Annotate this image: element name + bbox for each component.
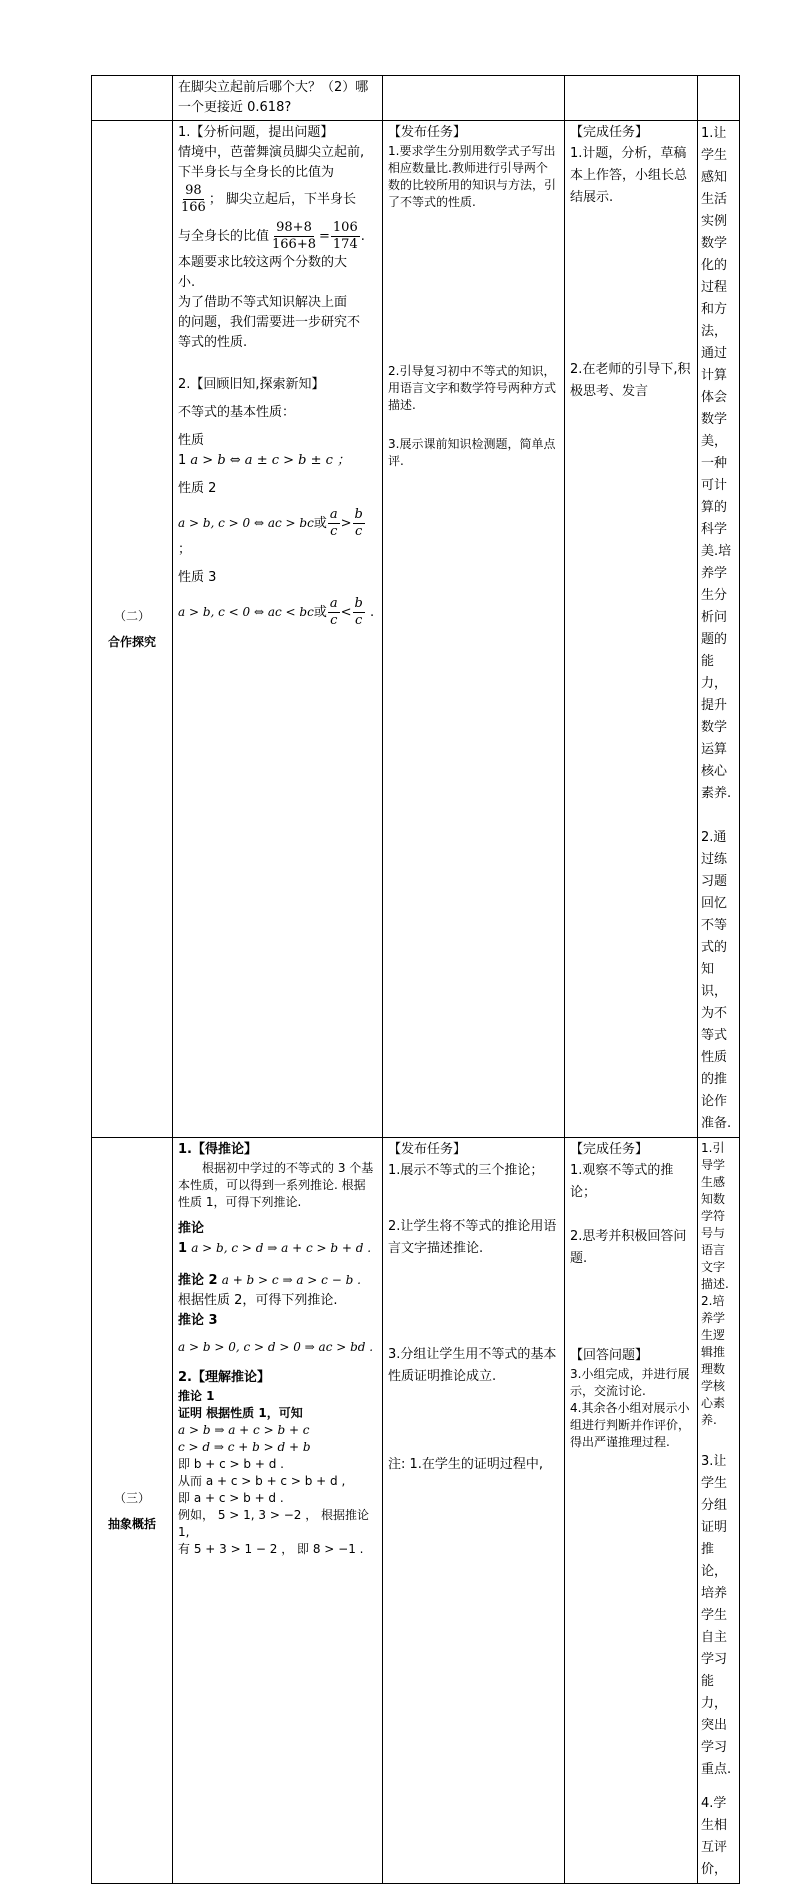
content-cell	[173, 1138, 383, 1884]
text-block: 3.展示课前知识检测题，简单点评.	[388, 437, 556, 468]
corollary-2: 推论 2 a + b > c ⇒ a > c − b .	[178, 1273, 361, 1288]
corollary-1: 推论 1 a > b, c > d ⇒ a + c > b + d .	[178, 1221, 372, 1256]
section-heading: 2.【理解推论】	[178, 1370, 270, 1385]
stage-number: （三）	[113, 1490, 150, 1505]
content-cell-top	[173, 76, 383, 121]
text-line: 一个更接近 0.618?	[178, 100, 292, 115]
stage-cell-top	[92, 76, 173, 121]
text-line: 情境中，芭蕾舞演员脚尖立起前,	[178, 145, 365, 160]
text-block: 3.小组完成，并进行展示，交流讨论.	[570, 1367, 690, 1398]
stage-number: （二）	[113, 609, 150, 623]
text-block: 1.观察不等式的推论；	[570, 1163, 674, 1200]
text-line: 等式的性质.	[178, 335, 248, 350]
property-1: 性质 1 a > b ⇔ a ± c > b ± c ；	[178, 433, 351, 468]
text-line: 在脚尖立起前后哪个大？（2）哪	[178, 80, 369, 95]
text-block: 4.学生相互评价，	[701, 1796, 728, 1877]
text-block: 1.引导学生感知数学符号与语言文字描述.	[701, 1141, 729, 1291]
example-line: 例如， 5 > 1, 3 > −2 ， 根据推论 1,	[178, 1508, 370, 1539]
fraction: $\frac{106}{174}$	[332, 220, 358, 252]
corollary-3-label: 推论 3	[178, 1313, 218, 1328]
property-2-formula: a > b, c > 0 ⇔ ac > bc或 $\frac{a}{c}$ > $\frac{b}{c}$ ；	[178, 507, 363, 557]
text-block: 2.通过练习题回忆不等式的知识，为不等式性质的推论作准备.	[701, 830, 732, 1131]
text-block: 注: 1.在学生的证明过程中,	[388, 1457, 544, 1472]
proof-line: 即 a + c > b + d .	[178, 1491, 284, 1505]
text-line: 不等式的基本性质：	[178, 405, 296, 420]
example-line: 有 5 + 3 > 1 − 2 ， 即 8 > −1 .	[178, 1542, 364, 1556]
fraction: $\frac{b}{c}$	[354, 507, 363, 539]
corollary-3-formula: a > b > 0, c > d > 0 ⇒ ac > bd .	[178, 1340, 374, 1354]
table-row-abstract-summary	[92, 1138, 740, 1884]
property-3-formula: a > b, c < 0 ⇔ ac < bc或 $\frac{a}{c}$ < $\frac{b}{c}$ .	[178, 596, 375, 628]
text-block: 1.让学生感知生活实例数学化的过程和方法，通过计算体会数学美，一种可计算的科学美.培养学生分析问题的能力，提升数学运算核心素养.	[701, 126, 732, 801]
fraction-line: $\frac{98}{166}$ ； 脚尖立起后，下半身长	[181, 183, 356, 215]
text-line: 下半身长与全身长的比值为	[178, 165, 335, 180]
teacher-activity-cell	[383, 1138, 565, 1884]
text-line: 为了借助不等式知识解决上面	[178, 295, 348, 310]
property-2-label: 性质 2	[178, 481, 217, 496]
student-activity-cell	[565, 1138, 698, 1884]
text-block: 2.培养学生逻辑推理数学核心素养.	[701, 1294, 726, 1427]
stage-name: 抽象概括	[107, 1516, 156, 1531]
content-cell	[173, 121, 383, 1138]
fraction: $\frac{98}{166}$	[181, 183, 206, 215]
property-3-label: 性质 3	[178, 570, 217, 585]
section-heading: 2.【回顾旧知,探索新知】	[178, 377, 325, 392]
section-heading: 1.【分析问题，提出问题】	[178, 125, 334, 140]
lesson-plan-table	[91, 75, 740, 1884]
text-block: 2.引导复习初中不等式的知识，用语言文字和数学符号两种方式描述.	[388, 364, 557, 412]
text-block: 1.计题，分析，草稿本上作答，小组长总结展示.	[570, 146, 688, 205]
text-block: 2.思考并积极回答问题.	[570, 1229, 687, 1266]
fraction: $\frac{a}{c}$	[329, 596, 338, 628]
purpose-cell-top	[698, 76, 740, 121]
teacher-cell-top	[383, 76, 565, 121]
fraction: $\frac{98+8}{166+8}$	[272, 220, 316, 252]
fraction: $\frac{b}{c}$	[354, 596, 363, 628]
text-line: 根据性质 2，可得下列推论.	[178, 1293, 338, 1308]
text-block: 3.分组让学生用不等式的基本性质证明推论成立.	[388, 1347, 557, 1384]
section-heading: 【完成任务】	[570, 125, 649, 140]
stage-name: 合作探究	[107, 635, 156, 649]
section-heading: 【完成任务】	[570, 1142, 649, 1157]
text-block: 1.要求学生分别用数学式子写出相应数量比.教师进行引导两个数的比较所用的知识与方法，引了不等式的性质.	[388, 144, 557, 209]
fraction: $\frac{a}{c}$	[329, 507, 338, 539]
text-line: 小.	[178, 275, 196, 290]
text-block: 根据初中学过的不等式的 3 个基本性质，可以得到一系列推论. 根据性质 1，可得下列推论.	[178, 1161, 374, 1209]
design-purpose-cell	[698, 121, 740, 1138]
text-line: 推论 1	[178, 1389, 215, 1403]
text-block: 2.在老师的引导下,积极思考、发言	[570, 362, 691, 399]
section-heading: 【回答问题】	[570, 1348, 649, 1363]
proof-line: 即 b + c > b + d .	[178, 1457, 284, 1471]
proof-line: a > b ⇒ a + c > b + c	[178, 1423, 310, 1437]
teacher-activity-cell	[383, 121, 565, 1138]
text-block: 4.其余各小组对展示小组进行判断并作评价，得出严谨推理过程.	[570, 1401, 691, 1449]
section-heading: 【发布任务】	[388, 125, 467, 140]
section-heading: 【发布任务】	[388, 1142, 467, 1157]
student-cell-top	[565, 76, 698, 121]
text-block: 3.让学生分组证明推论，培养学生自主学习能力，突出学习重点.	[701, 1454, 732, 1777]
fraction-line: 与全身长的比值 $\frac{98+8}{166+8}$ = $\frac{106}{174}$ .	[178, 220, 365, 252]
design-purpose-cell	[698, 1138, 740, 1884]
stage-cell	[92, 121, 173, 1138]
text-block: 1.展示不等式的三个推论；	[388, 1163, 544, 1178]
proof-line: 从而 a + c > b + c > b + d ,	[178, 1474, 346, 1488]
table-row-cooperative-inquiry	[92, 121, 740, 1138]
text-line: 本题要求比较这两个分数的大	[178, 255, 348, 270]
proof-line: c > d ⇒ c + b > d + b	[178, 1440, 311, 1454]
section-heading: 1.【得推论】	[178, 1142, 257, 1157]
text-line: 的问题，我们需要进一步研究不	[178, 315, 361, 330]
text-block: 2.让学生将不等式的推论用语言文字描述推论.	[388, 1219, 557, 1256]
student-activity-cell	[565, 121, 698, 1138]
table-row-top	[92, 76, 740, 121]
stage-cell	[92, 1138, 173, 1884]
text-line: 证明 根据性质 1，可知	[178, 1406, 303, 1420]
